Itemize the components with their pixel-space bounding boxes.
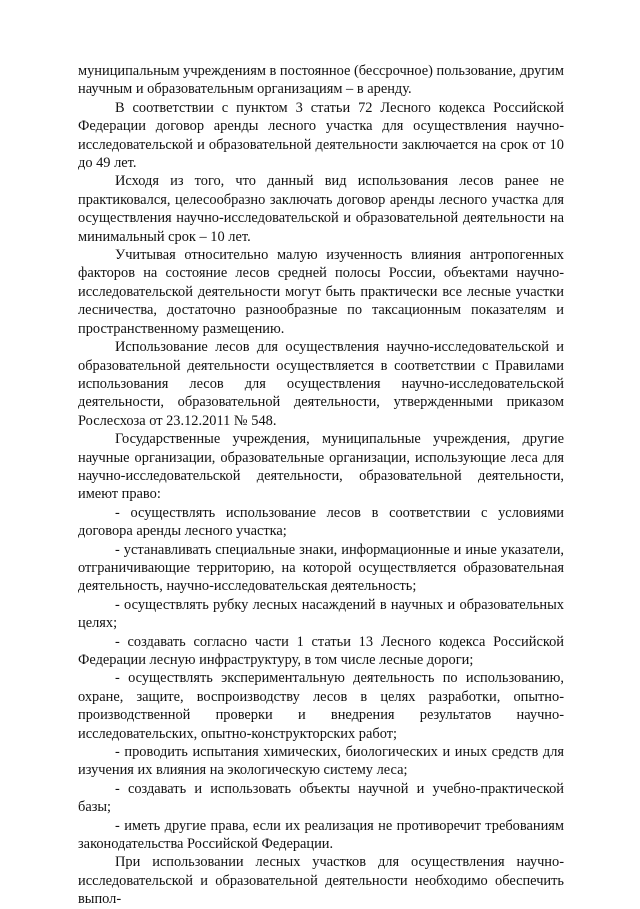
list-item: - осуществлять рубку лесных насаждений в научных и образовательных целях; <box>78 596 564 632</box>
paragraph-obligations: При использовании лесных участков для осуществления научно-исследовательской и образовательной деятельности необходимо обеспечить выпол- <box>78 854 564 908</box>
paragraph-minimum-term: Исходя из того, что данный вид использования лесов ранее не практиковался, целесообразно заключать договор аренды лесного участка для осуществления научно-исследовательской и образовательной деятельности на минимальный срок – 10 лет. <box>78 173 564 245</box>
paragraph-continuation: муниципальным учреждениям в постоянное (бессрочное) пользование, другим научным и образовательным организациям – в аренду. <box>78 63 564 98</box>
list-item: - создавать и использовать объекты научной и учебно-практической базы; <box>78 780 564 816</box>
paragraph-rights-intro: Государственные учреждения, муниципальные учреждения, другие научные организации, образовательные организации, использующие леса для научно-исследовательской деятельности, образовательной деятельности, имеют право: <box>78 431 564 503</box>
list-item: - устанавливать специальные знаки, информационные и иные указатели, отграничивающие территорию, на которой осуществляется образовательная деятельность, научно-исследовательская деятельность; <box>78 541 564 595</box>
list-item: - осуществлять использование лесов в соответствии с условиями договора аренды лесного участка; <box>78 504 564 540</box>
paragraph-research-objects: Учитывая относительно малую изученность влияния антропогенных факторов на состояние лесов средней полосы России, объектами научно-исследовательской деятельности могут быть практически все лесные участки лесничества, достаточно разнообразные по таксационным показателям и пространственному размещению. <box>78 247 564 337</box>
list-item: - осуществлять экспериментальную деятельность по использованию, охране, защите, воспроизводству лесов в целях разработки, опытно-производственной проверки и внедрения результатов научно-исследовательских, опытно-конструкторских работ; <box>78 670 564 742</box>
list-item: - создавать согласно части 1 статьи 13 Лесного кодекса Российской Федерации лесную инфраструктуру, в том числе лесные дороги; <box>78 633 564 668</box>
list-item: - иметь другие права, если их реализация не противоречит требованиям законодательства Российской Федерации. <box>78 817 564 853</box>
list-item: - проводить испытания химических, биологических и иных средств для изучения их влияния на экологическую систему леса; <box>78 744 564 779</box>
paragraph-rules: Использование лесов для осуществления научно-исследовательской и образовательной деятельности осуществляется в соответствии с Правилами использования лесов для осуществления научно-исследовательской деятельности, образовательной деятельности, утвержденными приказом Рослесхоза от 23.12.2011 № 548. <box>78 339 564 429</box>
document-page <box>78 62 564 909</box>
paragraph-lease-term: В соответствии с пунктом 3 статьи 72 Лесного кодекса Российской Федерации договор аренды лесного участка для осуществления научно-исследовательской и образовательной деятельности заключается на срок от 10 до 49 лет. <box>78 99 564 172</box>
